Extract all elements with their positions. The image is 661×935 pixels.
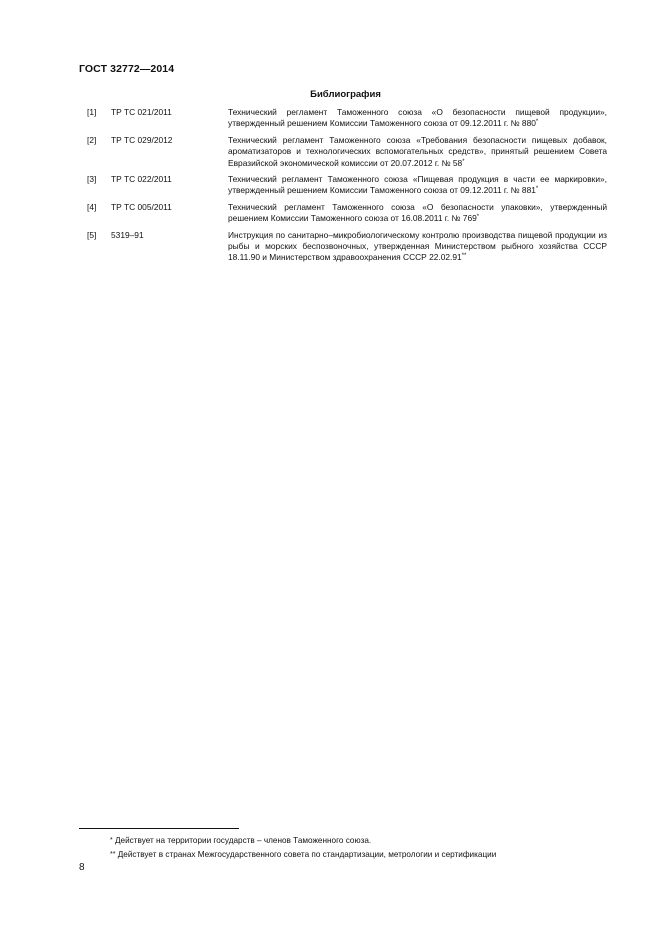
entry-text: Технический регламент Таможенного союза «О безопасности упаковки», утвержденный решением Комиссии Таможенного союза от 16.08.2011 г. № 769 <box>228 201 607 224</box>
bibliography-entry <box>79 202 609 225</box>
footnote-text: Действует на территории государств – членов Таможенного союза. <box>112 836 372 845</box>
entry-description <box>228 107 607 130</box>
footnote-mark: * <box>110 837 113 844</box>
entry-text: Технический регламент Таможенного союза «Требования безопасности пищевых добавок, ароматизаторов и технологических вспомогательных средств», принятый решением Совета Евразийской экономической комиссии от 20.07.2012 г. № 58 <box>228 134 607 168</box>
footnote-marker: ** <box>461 253 467 260</box>
entry-number: [1] <box>87 107 97 117</box>
footnote <box>110 836 371 847</box>
entry-reference: ТР ТС 021/2011 <box>111 107 172 117</box>
entry-description <box>228 230 607 264</box>
entry-number: [3] <box>87 174 97 185</box>
bibliography-entry <box>79 230 609 264</box>
entry-text: Технический регламент Таможенного союза «Пищевая продукция в части ее маркировки», утвержденный решением Комиссии Таможенного союза от 09.12.2011 г. № 881 <box>228 174 607 196</box>
footnote-mark: ** <box>110 851 116 858</box>
footnote-marker: * <box>535 119 539 126</box>
footnote-text: Действует в странах Межгосударственного совета по стандартизации, метрологии и сертификации <box>115 850 497 859</box>
entry-description <box>228 202 607 225</box>
section-title: Библиография <box>310 89 381 100</box>
entry-description <box>228 174 607 197</box>
page-number: 8 <box>79 862 85 873</box>
entry-reference: ТР ТС 005/2011 <box>111 201 172 212</box>
entry-reference: ТР ТС 029/2012 <box>111 134 173 145</box>
entry-text: Инструкция по санитарно–микробиологическому контролю производства пищевой продукции из рыбы и морских беспозвоночных, утвержденная Министерством рыбного хозяйства СССР 18.11.90 и Министерством здравоохранения СССР 22.02.91 <box>228 229 607 263</box>
entry-reference: 5319–91 <box>111 229 144 240</box>
bibliography-entry <box>79 135 609 169</box>
bibliography-entry <box>79 107 609 130</box>
entry-description <box>228 135 607 169</box>
footnote-separator <box>79 828 239 829</box>
document-header: ГОСТ 32772—2014 <box>79 63 175 75</box>
bibliography-entry <box>79 174 609 197</box>
entry-text: Технический регламент Таможенного союза «О безопасности пищевой продукции», утвержденный решением Комиссии Таможенного союза от 09.12.2011 г. № 880 <box>228 107 607 129</box>
entry-number: [5] <box>87 229 97 240</box>
bibliography-list <box>79 107 609 269</box>
footnote-marker: * <box>535 186 539 193</box>
entry-number: [4] <box>87 201 97 212</box>
footnote-marker: * <box>476 214 480 221</box>
footnote <box>110 850 496 861</box>
footnote-marker: * <box>462 158 465 165</box>
entry-number: [2] <box>87 134 97 145</box>
entry-reference: ТР ТС 022/2011 <box>111 174 172 185</box>
